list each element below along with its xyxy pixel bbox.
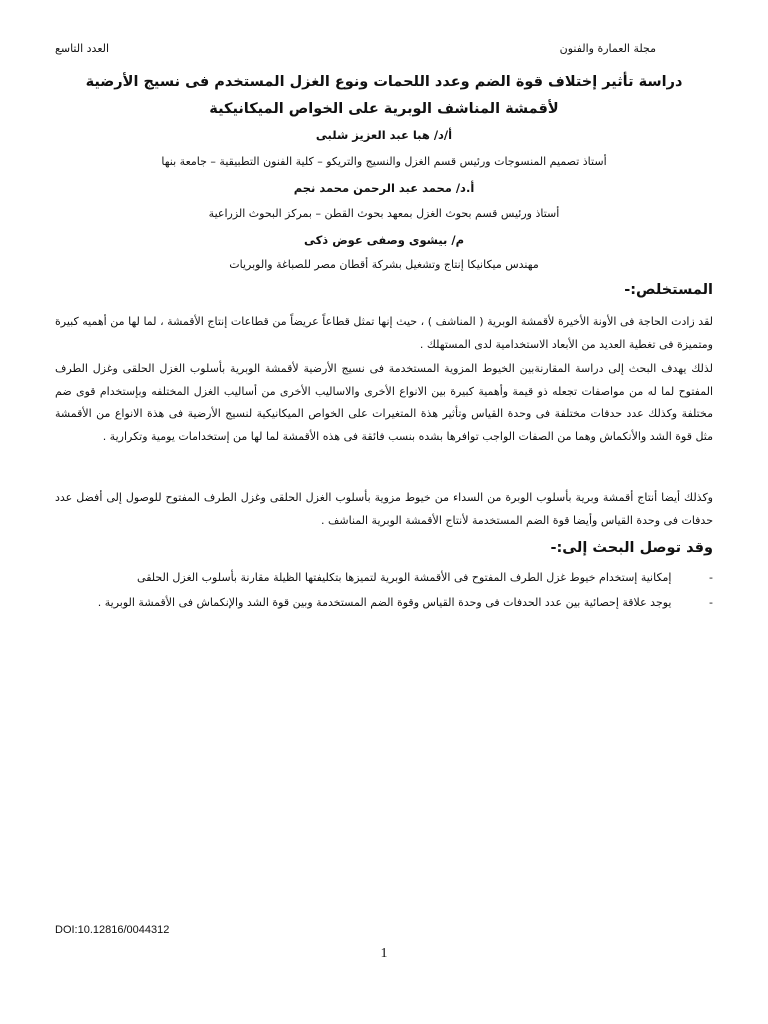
- result-bullet: [55, 596, 713, 609]
- author-affiliation: أستاذ تصميم المنسوجات ورئيس قسم الغزل والنسيج والتريكو – كلية الفنون التطبيقية – جامعة بنها: [161, 155, 607, 168]
- paper-title-line-1: دراسة تأثير إختلاف قوة الضم وعدد اللحمات ونوع الغزل المستخدم فى نسيج الأرضية: [85, 74, 683, 90]
- doi-label: DOI:10.12816/0044312: [55, 924, 170, 936]
- author-affiliation: أستاذ ورئيس قسم بحوث الغزل بمعهد بحوث القطن – بمركز البحوث الزراعية: [208, 207, 560, 220]
- bullet-text: يوجد علاقة إحصائية بين عدد الحدفات فى وحدة القياس وقوة الضم المستخدمة وبين قوة الشد والإنكماش فى الأقمشة الوبرية .: [97, 596, 672, 609]
- bullet-text: إمكانية إستخدام خيوط غزل الطرف المفتوح فى الأقمشة الوبرية لتميزها بتكليفتها الظيلة مقارنة بأسلوب الغزل الحلقى: [137, 571, 672, 584]
- bullet-mark: -: [709, 596, 713, 609]
- issue-label: العدد التاسع: [55, 42, 110, 55]
- abstract-heading: المستخلص:-: [624, 282, 713, 298]
- author-name: أ/د/ هبا عبد العزيز شلبى: [315, 128, 453, 142]
- result-bullet: [55, 571, 713, 584]
- author-affiliation: مهندس ميكانيكا إنتاج وتشغيل بشركة أقطان مصر للصباغة والوبريات: [229, 258, 539, 271]
- abstract-text: لذلك يهدف البحث إلى دراسة المقارنةبين الخيوط المزوية المستخدمة فى نسيج الأرضية لأقمشة الوبرية بأسلوب الغزل الحلقى وغزل الطرف المفتوح لما له من مواصفات تجعله ذو قيمة وأهمية كبيرة بين الانواع الأخرى والاساليب الأخرى من أساليب الغزل المختلفه وبإستخدام قوى ضم مختلفة وكذلك عدد حدفات مختلفة فى وحدة القياس وتأثير هذة المتغيرات على الخواص الميكانيكية لنسيج الأرضية فى هذة الانواع من الأقمشة مثل قوة الشد والأنكماش وهما من الصفات الواجب توافرها بشده بنسب فائقة فى هذه الأقمشة لما لها من إستخدامات يومية وتكرارية .: [55, 362, 713, 443]
- abstract-paragraph-1: [55, 311, 713, 356]
- abstract-text: لقد زادت الحاجة فى الأونة الأخيرة لأقمشة الوبرية ( المناشف ) ، حيث إنها تمثل قطاعاً عريضاً من قطاعات إنتاج الأقمشة ، لما لها من أهميه كبيرة ومتميزة فى تغطية العديد من الأبعاد الاستخدامية لدى المستهلك .: [55, 315, 713, 351]
- results-heading: وقد توصل البحث إلى:-: [550, 540, 713, 556]
- paper-title-line-2: لأقمشة المناشف الوبرية على الخواص الميكانيكية: [209, 101, 559, 117]
- page-number: 1: [380, 946, 388, 961]
- abstract-paragraph-2: [55, 358, 713, 448]
- author-name: أ.د/ محمد عبد الرحمن محمد نجم: [293, 181, 475, 195]
- abstract-paragraph-3: [55, 487, 713, 532]
- bullet-mark: -: [709, 571, 713, 584]
- abstract-text: وكذلك أيضا أنتاج أقمشة وبرية بأسلوب الوبرة من السداء من خيوط مزوية بأسلوب الغزل الحلقى وغزل الطرف المفتوح للوصول إلى أفضل عدد حدفات فى وحدة القياس وأيضا قوة الضم المستخدمة لأنتاج الأقمشة الوبرية المناشف .: [55, 491, 713, 527]
- journal-name: مجلة العمارة والفنون: [559, 42, 656, 55]
- author-name: م/ بيشوى وصفى عوض ذكى: [303, 233, 465, 247]
